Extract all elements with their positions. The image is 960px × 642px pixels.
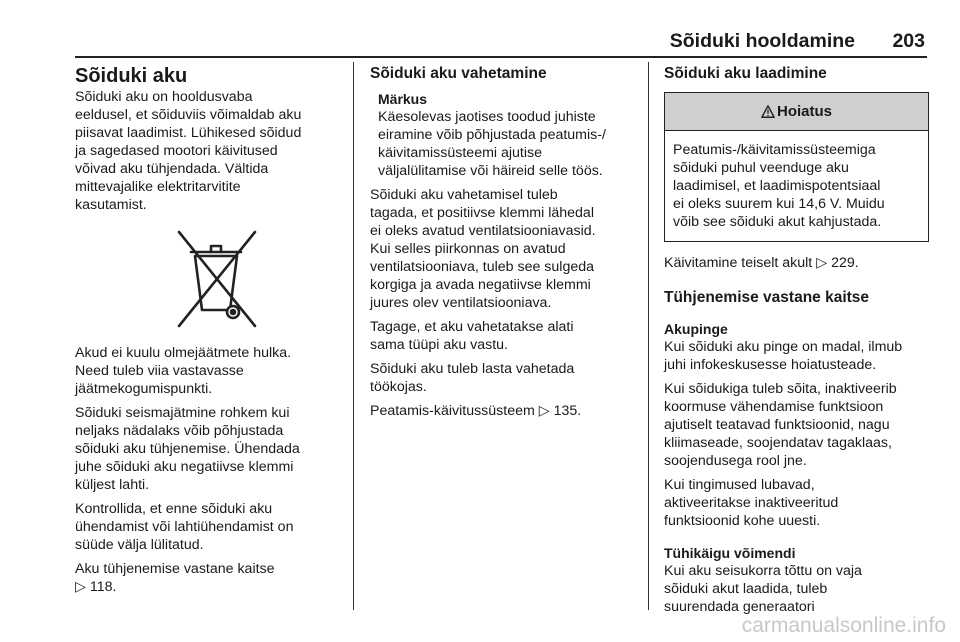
paragraph: Sõiduki aku on hooldusvaba eeldusel, et sõiduviis võimaldab aku piisavat laadimist. Lühikesed sõidud ja sagedased mootori käivitused võivad aku tühjendada. Vältida mittevajalike elektritarvitite kasutamist. bbox=[75, 89, 302, 213]
column-1 bbox=[75, 62, 337, 596]
section-title: Sõiduki hooldamine bbox=[669, 30, 855, 52]
note-title: Märkus bbox=[378, 91, 428, 107]
crossed-out-wheelie-bin-icon bbox=[175, 226, 259, 330]
paragraph: Sõiduki seismajätmine rohkem kui neljaks nädalaks võib põhjustada sõiduki aku tühjenemise. Ühendada juhe sõiduki aku negatiivse klemmi küljest lahti. bbox=[75, 405, 300, 493]
heading-discharge-protection: Tühjenemise vastane kaitse bbox=[664, 289, 870, 306]
note-text: Käesolevas jaotises toodud juhiste eiramine võib põhjustada peatumis-/ käivitamissüsteemi ajutise väljalülitamise või häireid selle töös. bbox=[378, 109, 606, 179]
paragraph: Kontrollida, et enne sõiduki aku ühendamist või lahtiühendamist on süüde välja lülitatud. bbox=[75, 501, 294, 553]
page-ref[interactable]: 135. bbox=[553, 403, 582, 419]
warning-triangle-icon bbox=[761, 105, 775, 119]
note-box bbox=[370, 90, 635, 180]
heading-battery-replacement: Sõiduki aku vahetamine bbox=[370, 65, 547, 82]
page-ref[interactable]: 229. bbox=[831, 255, 859, 271]
page-header bbox=[75, 30, 927, 58]
subsection-idle-boost bbox=[664, 544, 929, 616]
column-3 bbox=[664, 62, 929, 616]
paragraph: Kui tingimused lubavad, aktiveeritakse inaktiveeritud funktsioonid kohe uuesti. bbox=[664, 477, 839, 529]
subheading: Tühikäigu võimendi bbox=[664, 545, 796, 561]
warning-title: Hoiatus bbox=[776, 103, 832, 120]
paragraph bbox=[75, 560, 337, 596]
paragraph: Kui aku seisukorra tõttu on vaja sõiduki akut laadida, tuleb suurendada generaatori bbox=[664, 563, 862, 615]
subheading: Akupinge bbox=[664, 321, 728, 337]
heading-battery-charging: Sõiduki aku laadimine bbox=[664, 65, 827, 82]
subsection-battery-voltage bbox=[664, 320, 929, 530]
ref-text: Käivitamine teiselt akult bbox=[664, 255, 817, 271]
column-2 bbox=[370, 62, 635, 420]
page-ref-arrow-icon: ▷ bbox=[538, 403, 550, 419]
ref-text: Aku tühjenemise vastane kaitse bbox=[75, 561, 275, 577]
page-ref[interactable]: 118. bbox=[89, 579, 117, 595]
paragraph: Sõiduki aku tuleb lasta vahetada töökojas. bbox=[370, 361, 575, 395]
column-divider bbox=[648, 62, 649, 610]
watermark: carmanualsonline.info bbox=[741, 614, 946, 637]
page-ref-arrow-icon: ▷ bbox=[816, 255, 828, 271]
paragraph: Sõiduki aku vahetamisel tuleb tagada, et positiivse klemmi lähedal ei oleks avatud ventilatsiooniavasid. Kui selles piirkonnas on avatud ventilatsiooniava, tuleb see sulgeda korgiga ja avada negatiivse klemmi juures olev ventilatsiooniava. bbox=[370, 187, 596, 311]
warning-box bbox=[664, 92, 929, 242]
paragraph: Kui sõiduki aku pinge on madal, ilmub juhi infokeskusesse hoiatusteade. bbox=[664, 339, 903, 373]
warning-text: Peatumis-/käivitamissüsteemiga sõiduki puhul veenduge aku laadimisel, et laadimispotentsiaal ei oleks suurem kui 14,6 V. Muidu võib see sõiduki akut kahjustada. bbox=[673, 142, 885, 230]
paragraph bbox=[664, 254, 929, 272]
ref-text: Peatamis-käivitussüsteem bbox=[370, 403, 539, 419]
paragraph: Akud ei kuulu olmejäätmete hulka. Need tuleb viia vastavasse jäätmekogumispunkti. bbox=[75, 345, 292, 397]
column-divider bbox=[353, 62, 354, 610]
heading-vehicle-battery: Sõiduki aku bbox=[75, 65, 188, 87]
warning-header bbox=[665, 93, 928, 131]
page-ref-arrow-icon: ▷ bbox=[75, 579, 86, 595]
warning-body bbox=[665, 131, 928, 241]
paragraph: Tagage, et aku vahetatakse alati sama tüüpi aku vastu. bbox=[370, 319, 574, 353]
paragraph bbox=[370, 402, 635, 420]
page-number: 203 bbox=[892, 30, 925, 52]
paragraph: Kui sõidukiga tuleb sõita, inaktiveerib koormuse vähendamise funktsioon ajutiselt teatavad funktsioonid, nagu kliimaseade, soojendatav tagaklaas, soojendusega rool jne. bbox=[664, 381, 897, 469]
